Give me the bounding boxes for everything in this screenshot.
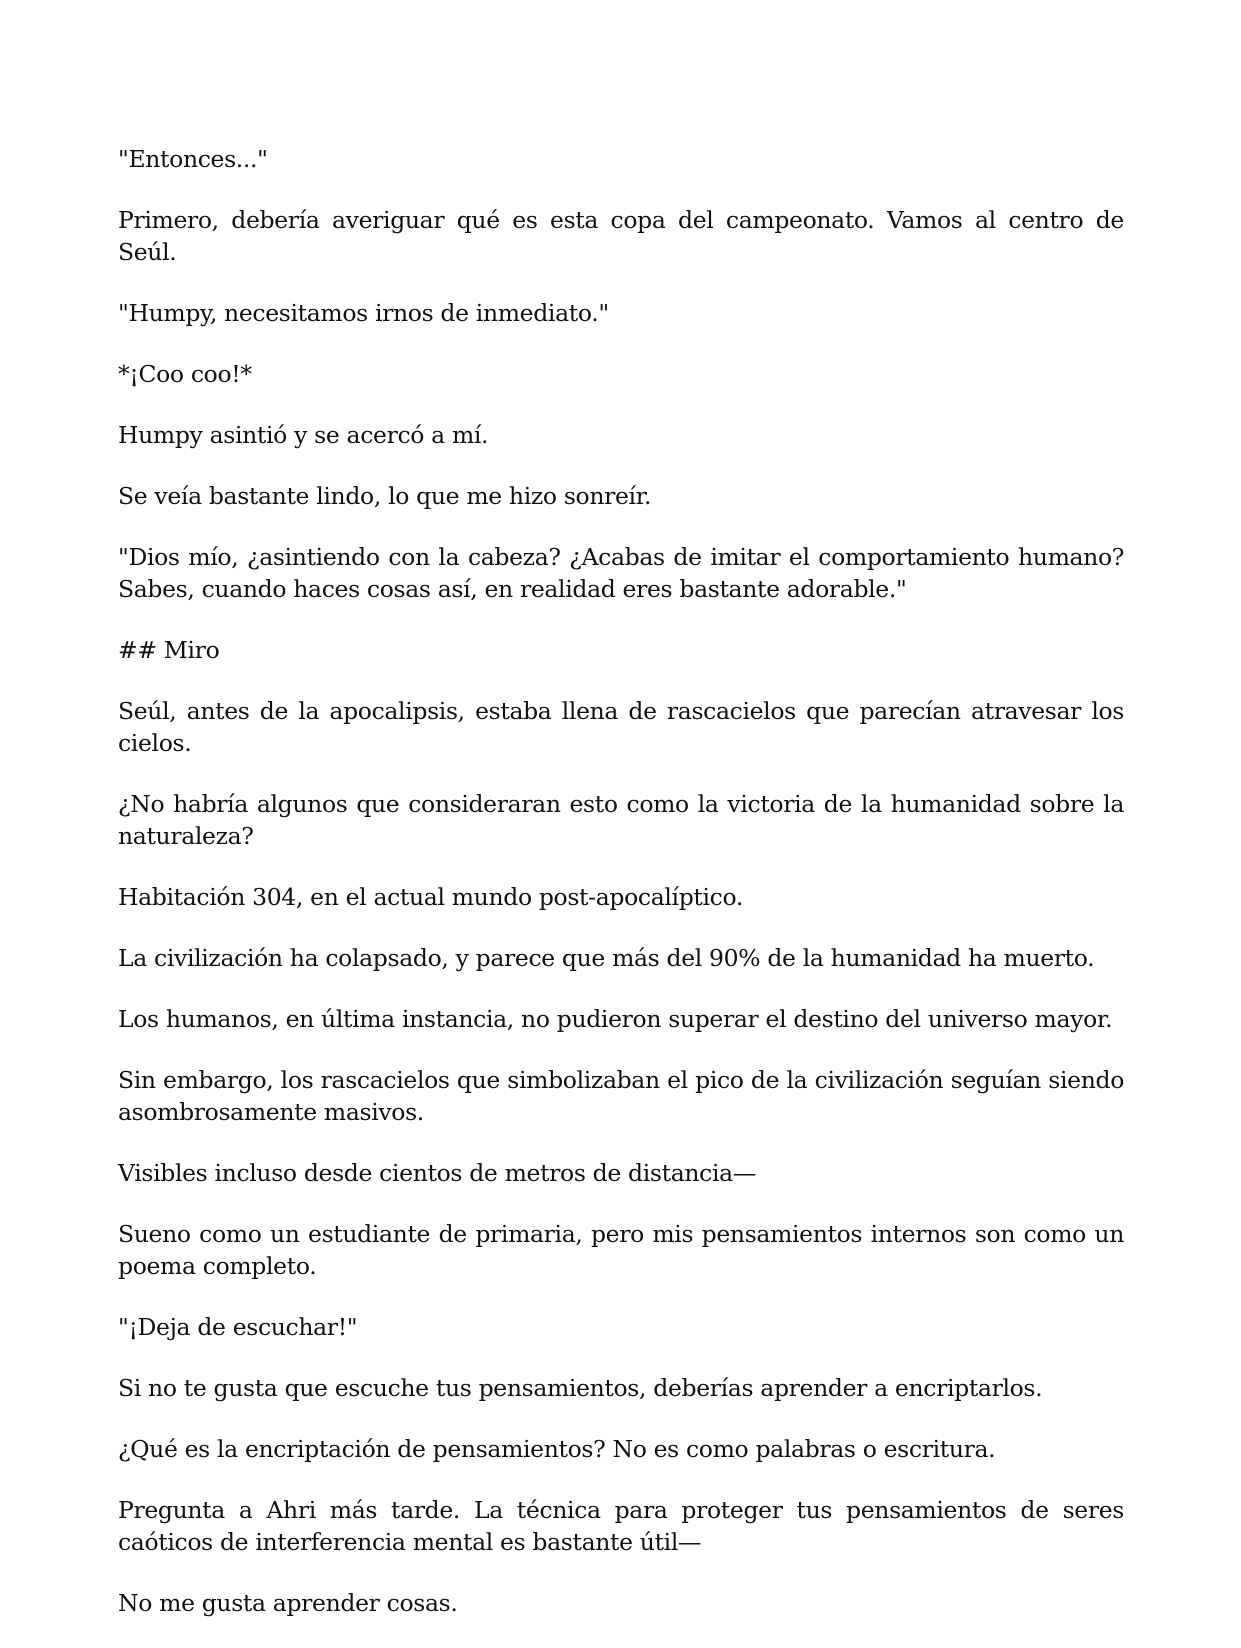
paragraph: Sueno como un estudiante de primaria, pero mis pensamientos internos son como un poema completo. (118, 1220, 1124, 1280)
paragraph: "¡Deja de escuchar!" (118, 1313, 358, 1341)
paragraph: Habitación 304, en el actual mundo post-apocalíptico. (118, 883, 743, 911)
paragraph: Visibles incluso desde cientos de metros de distancia— (118, 1159, 756, 1187)
paragraph: ¿No habría algunos que consideraran esto como la victoria de la humanidad sobre la naturaleza? (118, 790, 1124, 850)
section-heading: ## Miro (118, 636, 220, 664)
paragraph: Los humanos, en última instancia, no pudieron superar el destino del universo mayor. (118, 1005, 1113, 1033)
paragraph: No me gusta aprender cosas. (118, 1589, 458, 1617)
paragraph: Si no te gusta que escuche tus pensamientos, deberías aprender a encriptarlos. (118, 1374, 1043, 1402)
paragraph: Primero, debería averiguar qué es esta copa del campeonato. Vamos al centro de Seúl. (118, 206, 1124, 266)
paragraph: "Dios mío, ¿asintiendo con la cabeza? ¿Acabas de imitar el comportamiento humano? Sabes, cuando haces cosas así, en realidad eres bastante adorable." (118, 543, 1124, 603)
paragraph: "Humpy, necesitamos irnos de inmediato." (118, 299, 609, 327)
paragraph: Humpy asintió y se acercó a mí. (118, 421, 489, 449)
paragraph: Seúl, antes de la apocalipsis, estaba llena de rascacielos que parecían atravesar los cielos. (118, 697, 1124, 757)
paragraph: Sin embargo, los rascacielos que simbolizaban el pico de la civilización seguían siendo asombrosamente masivos. (118, 1066, 1124, 1126)
paragraph: La civilización ha colapsado, y parece que más del 90% de la humanidad ha muerto. (118, 944, 1095, 972)
paragraph: ¿Qué es la encriptación de pensamientos? No es como palabras o escritura. (118, 1435, 996, 1463)
paragraph: Pregunta a Ahri más tarde. La técnica para proteger tus pensamientos de seres caóticos de interferencia mental es bastante útil— (118, 1496, 1124, 1556)
paragraph: Se veía bastante lindo, lo que me hizo sonreír. (118, 482, 652, 510)
paragraph: "Entonces..." (118, 145, 268, 173)
document-body (118, 143, 1124, 1648)
paragraph: *¡Coo coo!* (118, 360, 252, 388)
